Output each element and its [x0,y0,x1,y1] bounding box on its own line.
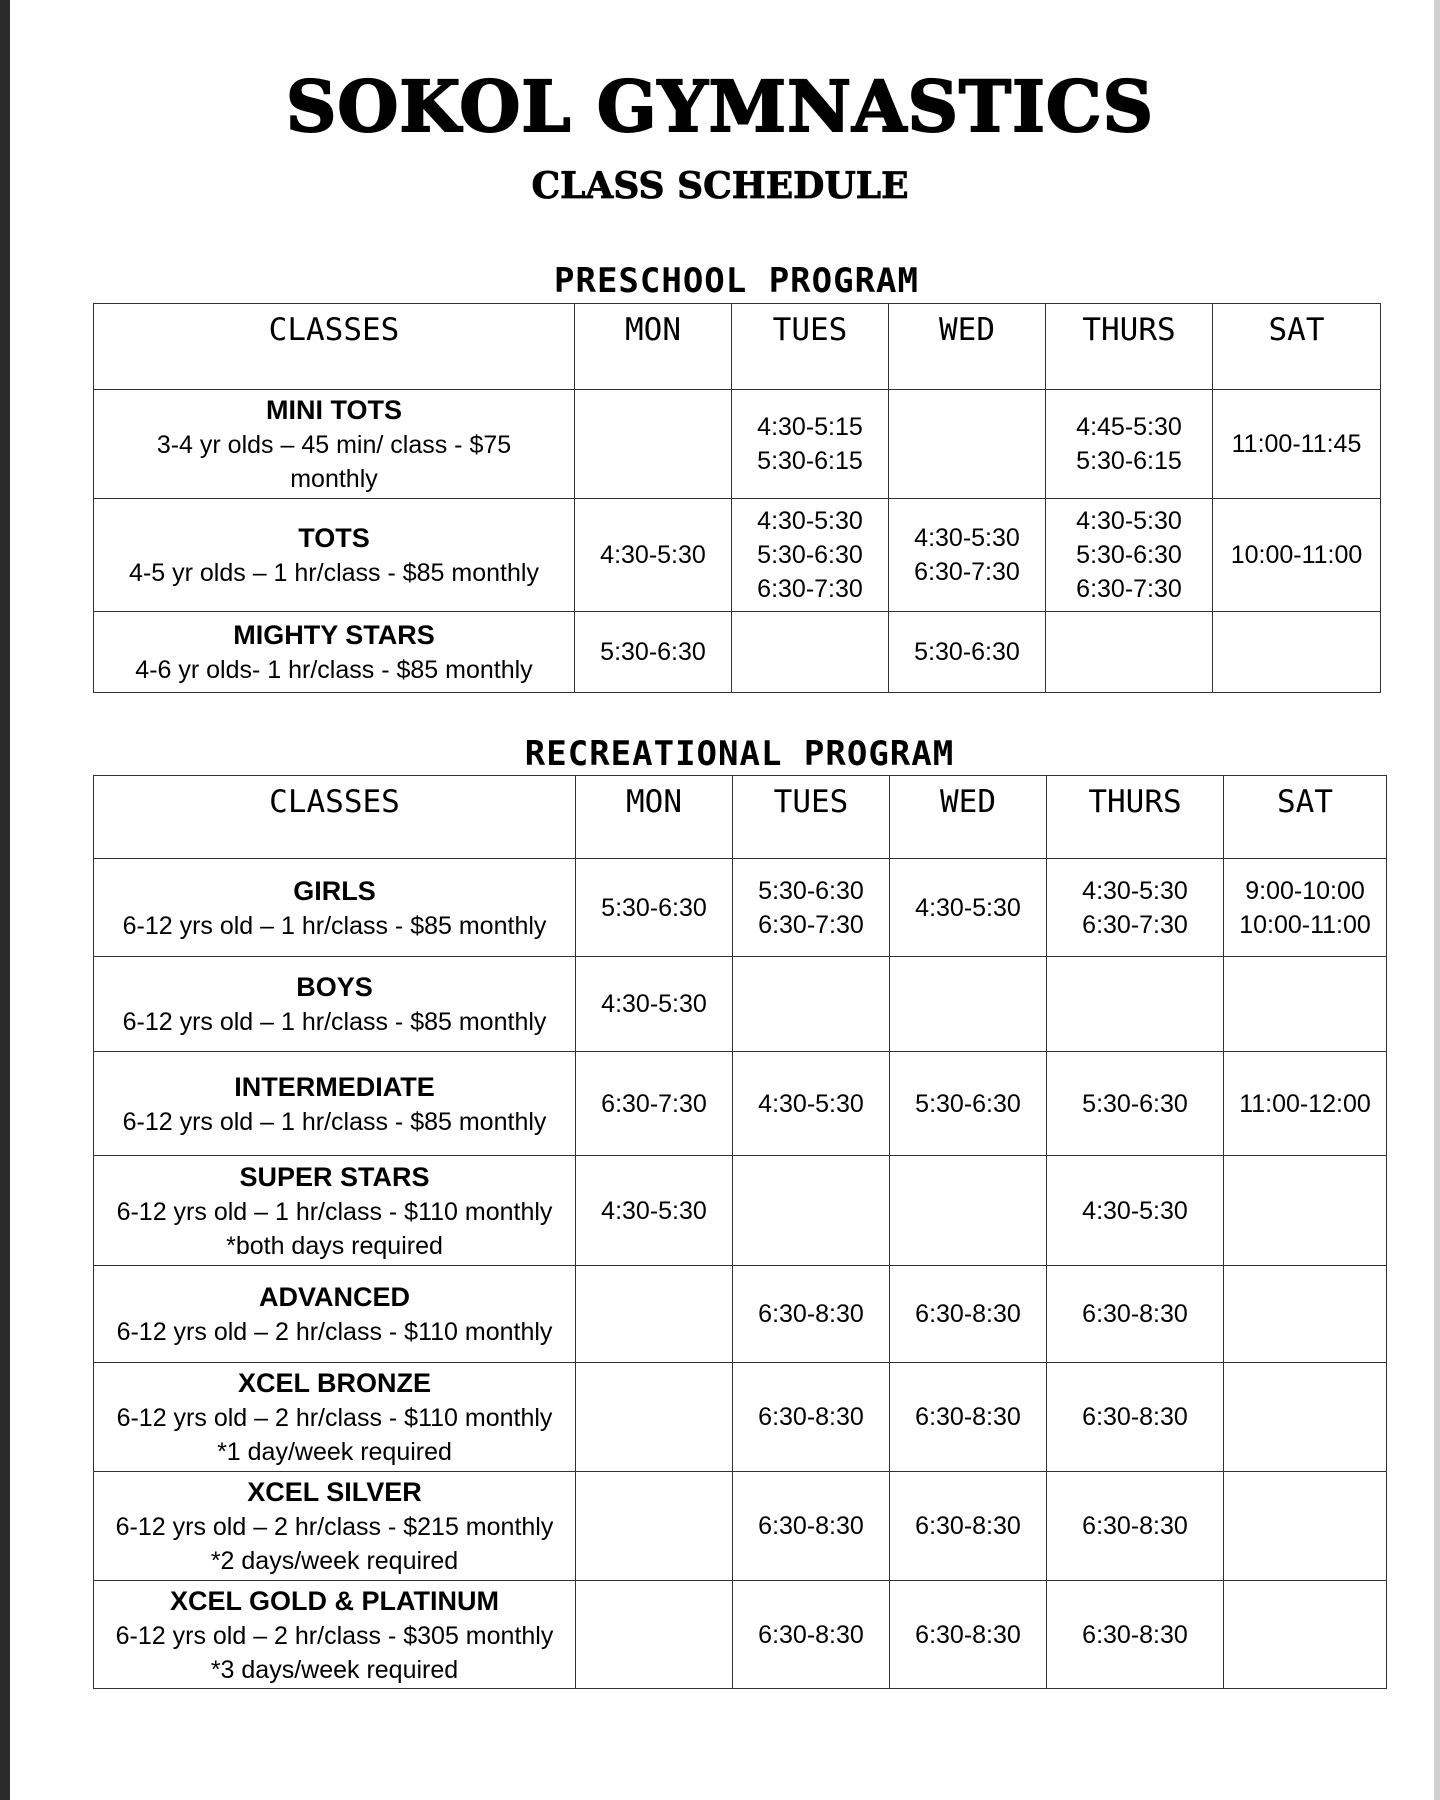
time-cell-sat [1213,612,1381,693]
column-header-thurs: THURS [1046,304,1213,390]
time-cell-mon [576,1472,733,1581]
time-cell-sat [1224,1472,1387,1581]
time-slot: 6:30-8:30 [758,1620,864,1649]
time-cell-sat [1224,957,1387,1052]
time-slot: 6:30-8:30 [758,1300,864,1328]
time-slot: 5:30-6:30 [1076,541,1182,569]
table-row [94,1266,1387,1363]
table-row [94,390,1381,499]
time-cell-mon [575,612,732,693]
time-slot: 6:30-7:30 [758,910,864,939]
time-cell-tues [732,499,889,612]
time-cell-thurs [1046,612,1213,693]
page-right-edge [1434,0,1440,1800]
time-cell-mon [576,859,733,957]
time-slot: 4:30-5:30 [600,541,706,569]
time-cell-mon [576,1581,733,1689]
class-description: *1 day/week required [217,1438,452,1466]
time-cell-wed [890,859,1047,957]
time-cell-wed [890,957,1047,1052]
time-cell-mon [575,390,732,499]
class-name: TOTS [298,523,370,553]
class-name: XCEL SILVER [247,1477,422,1507]
table-row [94,957,1387,1052]
time-slot: 4:30-5:15 [757,413,863,441]
time-slot: 6:30-8:30 [1082,1620,1188,1649]
class-name: XCEL GOLD & PLATINUM [170,1585,499,1616]
class-cell [94,1363,576,1472]
time-cell-mon [575,499,732,612]
time-cell-sat [1224,1052,1387,1156]
class-cell [94,957,576,1052]
preschool-program-title: PRESCHOOL PROGRAM [554,261,919,301]
time-slot: 4:30-5:30 [757,507,863,535]
time-slot: 5:30-6:30 [757,541,863,569]
class-description: 6-12 yrs old – 1 hr/class - $85 monthly [122,1008,547,1036]
time-cell-wed [889,499,1046,612]
class-name: ADVANCED [258,1282,410,1312]
column-header-sat: SAT [1213,304,1381,390]
time-slot: 4:30-5:30 [601,1196,707,1225]
table-row [94,612,1381,693]
time-cell-mon [576,1363,733,1472]
time-cell-sat [1213,390,1381,499]
time-cell-tues [733,1581,890,1689]
time-cell-tues [733,1363,890,1472]
time-slot: 6:30-8:30 [915,1300,1021,1328]
time-slot: 6:30-8:30 [1082,1300,1188,1328]
time-slot: 4:30-5:30 [1082,1196,1188,1225]
time-slot: 6:30-8:30 [915,1512,1021,1540]
time-slot: 6:30-7:30 [1082,910,1188,939]
class-description: 6-12 yrs old – 1 hr/class - $85 monthly [122,911,547,940]
time-cell-wed [890,1266,1047,1363]
time-slot: 11:00-12:00 [1239,1089,1371,1118]
column-header-classes: CLASSES [94,776,576,859]
time-slot: 6:30-7:30 [601,1089,707,1118]
time-cell-thurs [1047,1363,1224,1472]
time-slot: 6:30-7:30 [914,558,1020,586]
page-left-edge [0,0,10,1800]
class-description: 4-6 yr olds- 1 hr/class - $85 monthly [135,656,533,684]
time-cell-thurs [1047,859,1224,957]
time-cell-thurs [1047,1581,1224,1689]
time-slot: 4:30-5:30 [1076,507,1182,535]
class-name: MIGHTY STARS [233,620,435,650]
class-cell [94,859,576,957]
time-cell-sat [1224,859,1387,957]
time-cell-wed [889,390,1046,499]
page-title: SOKOL GYMNASTICS [285,65,1155,148]
page-subtitle: CLASS SCHEDULE [531,165,909,207]
time-slot: 6:30-8:30 [758,1403,864,1431]
time-slot: 5:30-6:15 [1076,447,1182,475]
table-row [94,1472,1387,1581]
time-cell-sat [1224,1266,1387,1363]
time-slot: 6:30-7:30 [1076,575,1182,603]
time-cell-tues [732,390,889,499]
column-header-wed: WED [890,776,1047,859]
time-cell-tues [733,1156,890,1266]
column-header-tues: TUES [733,776,890,859]
class-name: INTERMEDIATE [234,1071,435,1102]
time-slot: 6:30-8:30 [1082,1512,1188,1540]
column-header-thurs: THURS [1047,776,1224,859]
time-cell-tues [733,1472,890,1581]
class-cell [94,1581,576,1689]
time-cell-sat [1224,1363,1387,1472]
time-cell-mon [576,1266,733,1363]
time-cell-thurs [1047,1156,1224,1266]
time-cell-sat [1213,499,1381,612]
class-name: GIRLS [293,875,376,906]
time-cell-wed [890,1363,1047,1472]
class-description: *both days required [226,1231,443,1260]
time-slot: 6:30-8:30 [915,1620,1021,1649]
time-slot: 5:30-6:30 [601,893,707,922]
time-slot: 4:45-5:30 [1076,413,1182,441]
table-row [94,1363,1387,1472]
time-cell-mon [576,1156,733,1266]
time-slot: 6:30-8:30 [758,1512,864,1540]
time-cell-thurs [1047,1472,1224,1581]
time-slot: 5:30-6:30 [915,1089,1021,1118]
class-description: *3 days/week required [210,1655,459,1684]
table-row [94,1581,1387,1689]
time-slot: 4:30-5:30 [601,990,707,1018]
table-row [94,859,1387,957]
time-slot: 11:00-11:45 [1231,430,1362,458]
table-header-row [94,776,1387,859]
class-name: XCEL BRONZE [237,1368,432,1398]
time-cell-sat [1224,1581,1387,1689]
time-cell-tues [733,1052,890,1156]
time-cell-tues [732,612,889,693]
time-slot: 5:30-6:30 [1082,1089,1188,1118]
time-slot: 10:00-11:00 [1230,541,1363,569]
time-cell-wed [890,1581,1047,1689]
class-cell [94,1052,576,1156]
column-header-sat: SAT [1224,776,1387,859]
time-slot: 4:30-5:30 [1082,876,1188,905]
class-description: 6-12 yrs old – 2 hr/class - $110 monthly [116,1318,553,1346]
column-header-wed: WED [889,304,1046,390]
time-slot: 5:30-6:30 [914,638,1020,666]
column-header-tues: TUES [732,304,889,390]
time-cell-wed [890,1156,1047,1266]
class-description: 6-12 yrs old – 1 hr/class - $110 monthly [116,1197,553,1226]
time-cell-mon [576,1052,733,1156]
time-cell-tues [733,1266,890,1363]
class-description: 3-4 yr olds – 45 min/ class - $75 [156,431,512,459]
time-slot: 4:30-5:30 [915,893,1021,922]
recreational-program-title: RECREATIONAL PROGRAM [524,734,955,774]
time-cell-wed [889,612,1046,693]
time-cell-tues [733,957,890,1052]
column-header-mon: MON [575,304,732,390]
time-slot: 6:30-8:30 [1082,1403,1188,1431]
class-description: 6-12 yrs old – 2 hr/class - $110 monthly [116,1404,553,1432]
class-cell [94,499,575,612]
time-cell-tues [733,859,890,957]
column-header-classes: CLASSES [94,304,575,390]
class-description: monthly [290,465,378,493]
time-slot: 10:00-11:00 [1239,910,1371,939]
table-row [94,499,1381,612]
class-description: *2 days/week required [210,1547,459,1575]
class-cell [94,1156,576,1266]
time-cell-wed [890,1472,1047,1581]
class-cell [94,390,575,499]
time-cell-thurs [1047,957,1224,1052]
table-row [94,1052,1387,1156]
class-name: MINI TOTS [265,395,402,425]
class-cell [94,612,575,693]
time-cell-thurs [1047,1052,1224,1156]
class-name: SUPER STARS [239,1161,430,1192]
time-cell-thurs [1046,390,1213,499]
time-slot: 5:30-6:15 [757,447,863,475]
time-slot: 6:30-7:30 [757,575,863,603]
time-slot: 9:00-10:00 [1245,876,1365,905]
recreational-schedule-table [93,775,1387,1689]
time-cell-wed [890,1052,1047,1156]
table-row [94,1156,1387,1266]
class-description: 6-12 yrs old – 2 hr/class - $305 monthly [115,1621,554,1650]
class-description: 6-12 yrs old – 1 hr/class - $85 monthly [122,1107,547,1136]
class-name: BOYS [296,972,373,1002]
time-cell-sat [1224,1156,1387,1266]
time-slot: 6:30-8:30 [915,1403,1021,1431]
class-description: 6-12 yrs old – 2 hr/class - $215 monthly [115,1513,554,1541]
time-cell-thurs [1046,499,1213,612]
class-description: 4-5 yr olds – 1 hr/class - $85 monthly [129,559,539,587]
class-cell [94,1472,576,1581]
time-slot: 5:30-6:30 [758,876,864,905]
time-slot: 4:30-5:30 [758,1089,864,1118]
column-header-mon: MON [576,776,733,859]
time-cell-thurs [1047,1266,1224,1363]
time-cell-mon [576,957,733,1052]
table-header-row [94,304,1381,390]
time-slot: 4:30-5:30 [914,524,1020,552]
preschool-schedule-table [93,303,1381,693]
class-cell [94,1266,576,1363]
time-slot: 5:30-6:30 [600,638,706,666]
